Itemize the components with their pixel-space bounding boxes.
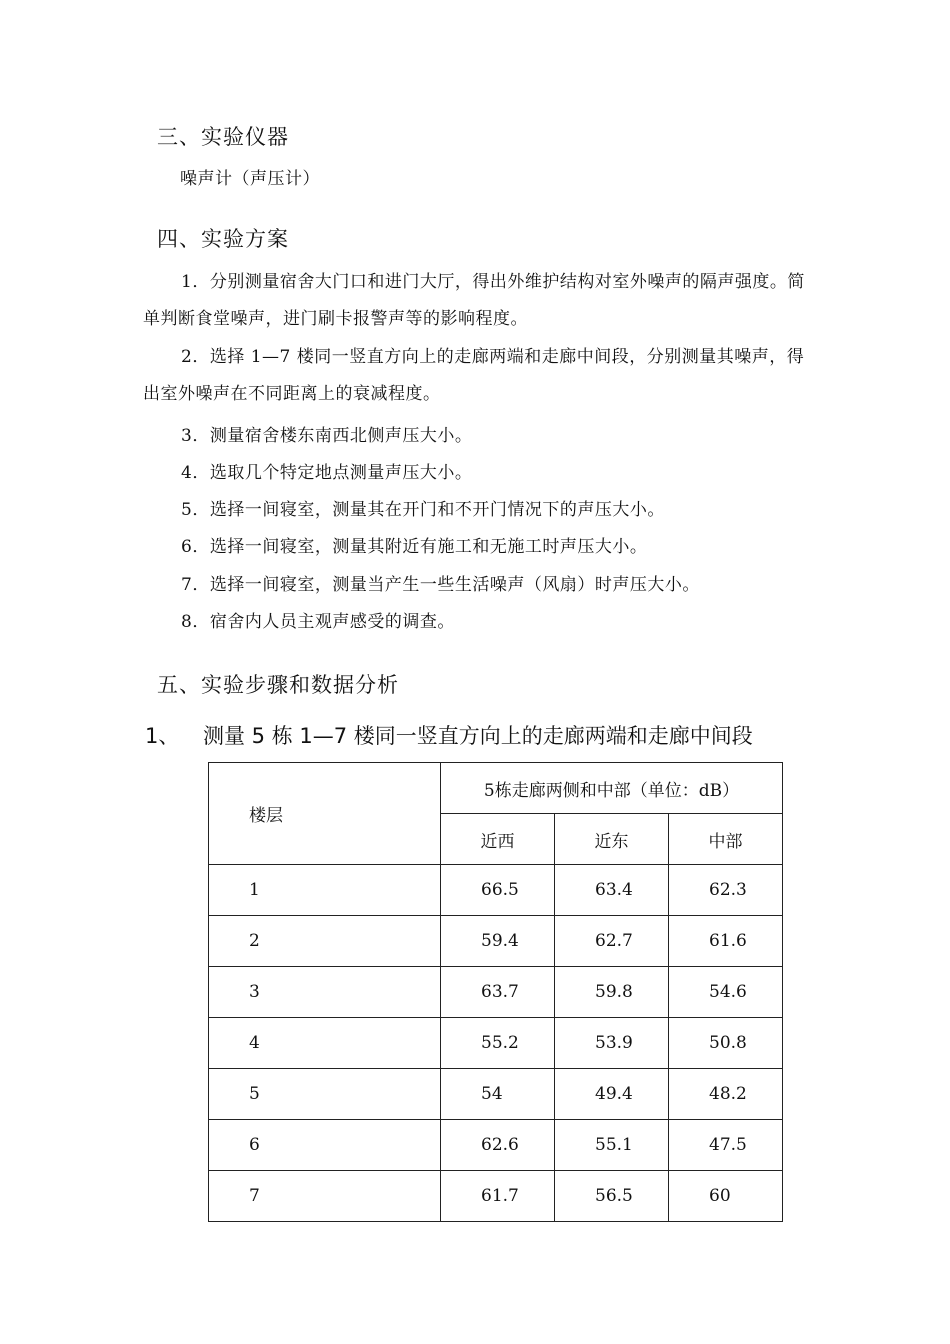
west-value: 54 — [441, 1069, 555, 1120]
section-3-heading: 三、实验仪器 — [157, 125, 289, 149]
section-5-heading: 五、实验步骤和数据分析 — [157, 673, 399, 697]
east-value: 56.5 — [555, 1171, 669, 1222]
middle-value: 48.2 — [669, 1069, 783, 1120]
section-3-content: 噪声计（声压计） — [180, 169, 320, 189]
west-value: 62.6 — [441, 1120, 555, 1171]
middle-value: 50.8 — [669, 1018, 783, 1069]
table-row — [209, 1069, 783, 1120]
middle-value: 62.3 — [669, 865, 783, 916]
floor-cell: 5 — [209, 1069, 441, 1120]
east-value: 49.4 — [555, 1069, 669, 1120]
floor-cell: 4 — [209, 1018, 441, 1069]
middle-value: 54.6 — [669, 967, 783, 1018]
middle-value: 61.6 — [669, 916, 783, 967]
table-header-row — [209, 763, 783, 814]
plan-item-7: 7．选择一间寝室，测量当产生一些生活噪声（风扇）时声压大小。 — [181, 575, 700, 595]
east-value: 62.7 — [555, 916, 669, 967]
group-header: 5栋走廊两侧和中部（单位：dB） — [441, 763, 783, 814]
plan-item-2 — [143, 339, 813, 413]
middle-value: 47.5 — [669, 1120, 783, 1171]
plan-item-1-text: 1．分别测量宿舍大门口和进门大厅，得出外维护结构对室外噪声的隔声强度。简单判断食堂噪声，进门刷卡报警声等的影响程度。 — [143, 272, 805, 329]
west-value: 59.4 — [441, 916, 555, 967]
plan-item-3: 3．测量宿舍楼东南西北侧声压大小。 — [181, 426, 473, 446]
floor-cell: 6 — [209, 1120, 441, 1171]
plan-item-2-text: 2．选择 1—7 楼同一竖直方向上的走廊两端和走廊中间段，分别测量其噪声，得出室外噪声在不同距离上的衰减程度。 — [143, 347, 805, 404]
floor-cell: 7 — [209, 1171, 441, 1222]
floor-cell: 2 — [209, 916, 441, 967]
plan-item-8: 8．宿舍内人员主观声感受的调查。 — [181, 612, 455, 632]
middle-value: 60 — [669, 1171, 783, 1222]
floor-cell: 1 — [209, 865, 441, 916]
east-value: 59.8 — [555, 967, 669, 1018]
west-value: 61.7 — [441, 1171, 555, 1222]
west-value: 55.2 — [441, 1018, 555, 1069]
column-header-west: 近西 — [441, 814, 555, 865]
step-1-number: 1、 — [145, 724, 180, 748]
table-row — [209, 1018, 783, 1069]
plan-item-6: 6．选择一间寝室，测量其附近有施工和无施工时声压大小。 — [181, 537, 648, 557]
east-value: 63.4 — [555, 865, 669, 916]
plan-item-4: 4．选取几个特定地点测量声压大小。 — [181, 463, 473, 483]
table-row — [209, 1120, 783, 1171]
table-row — [209, 916, 783, 967]
noise-data-table — [208, 762, 783, 1222]
column-header-east: 近东 — [555, 814, 669, 865]
west-value: 66.5 — [441, 865, 555, 916]
plan-item-1 — [143, 264, 813, 338]
step-1-title — [145, 720, 753, 750]
column-header-middle: 中部 — [669, 814, 783, 865]
east-value: 53.9 — [555, 1018, 669, 1069]
west-value: 63.7 — [441, 967, 555, 1018]
table-row — [209, 967, 783, 1018]
table-row — [209, 865, 783, 916]
step-1-text: 测量 5 栋 1—7 楼同一竖直方向上的走廊两端和走廊中间段 — [203, 724, 753, 748]
floor-cell: 3 — [209, 967, 441, 1018]
floor-header: 楼层 — [209, 763, 441, 865]
section-4-heading: 四、实验方案 — [157, 227, 289, 251]
table-row — [209, 1171, 783, 1222]
plan-item-5: 5．选择一间寝室，测量其在开门和不开门情况下的声压大小。 — [181, 500, 665, 520]
east-value: 55.1 — [555, 1120, 669, 1171]
